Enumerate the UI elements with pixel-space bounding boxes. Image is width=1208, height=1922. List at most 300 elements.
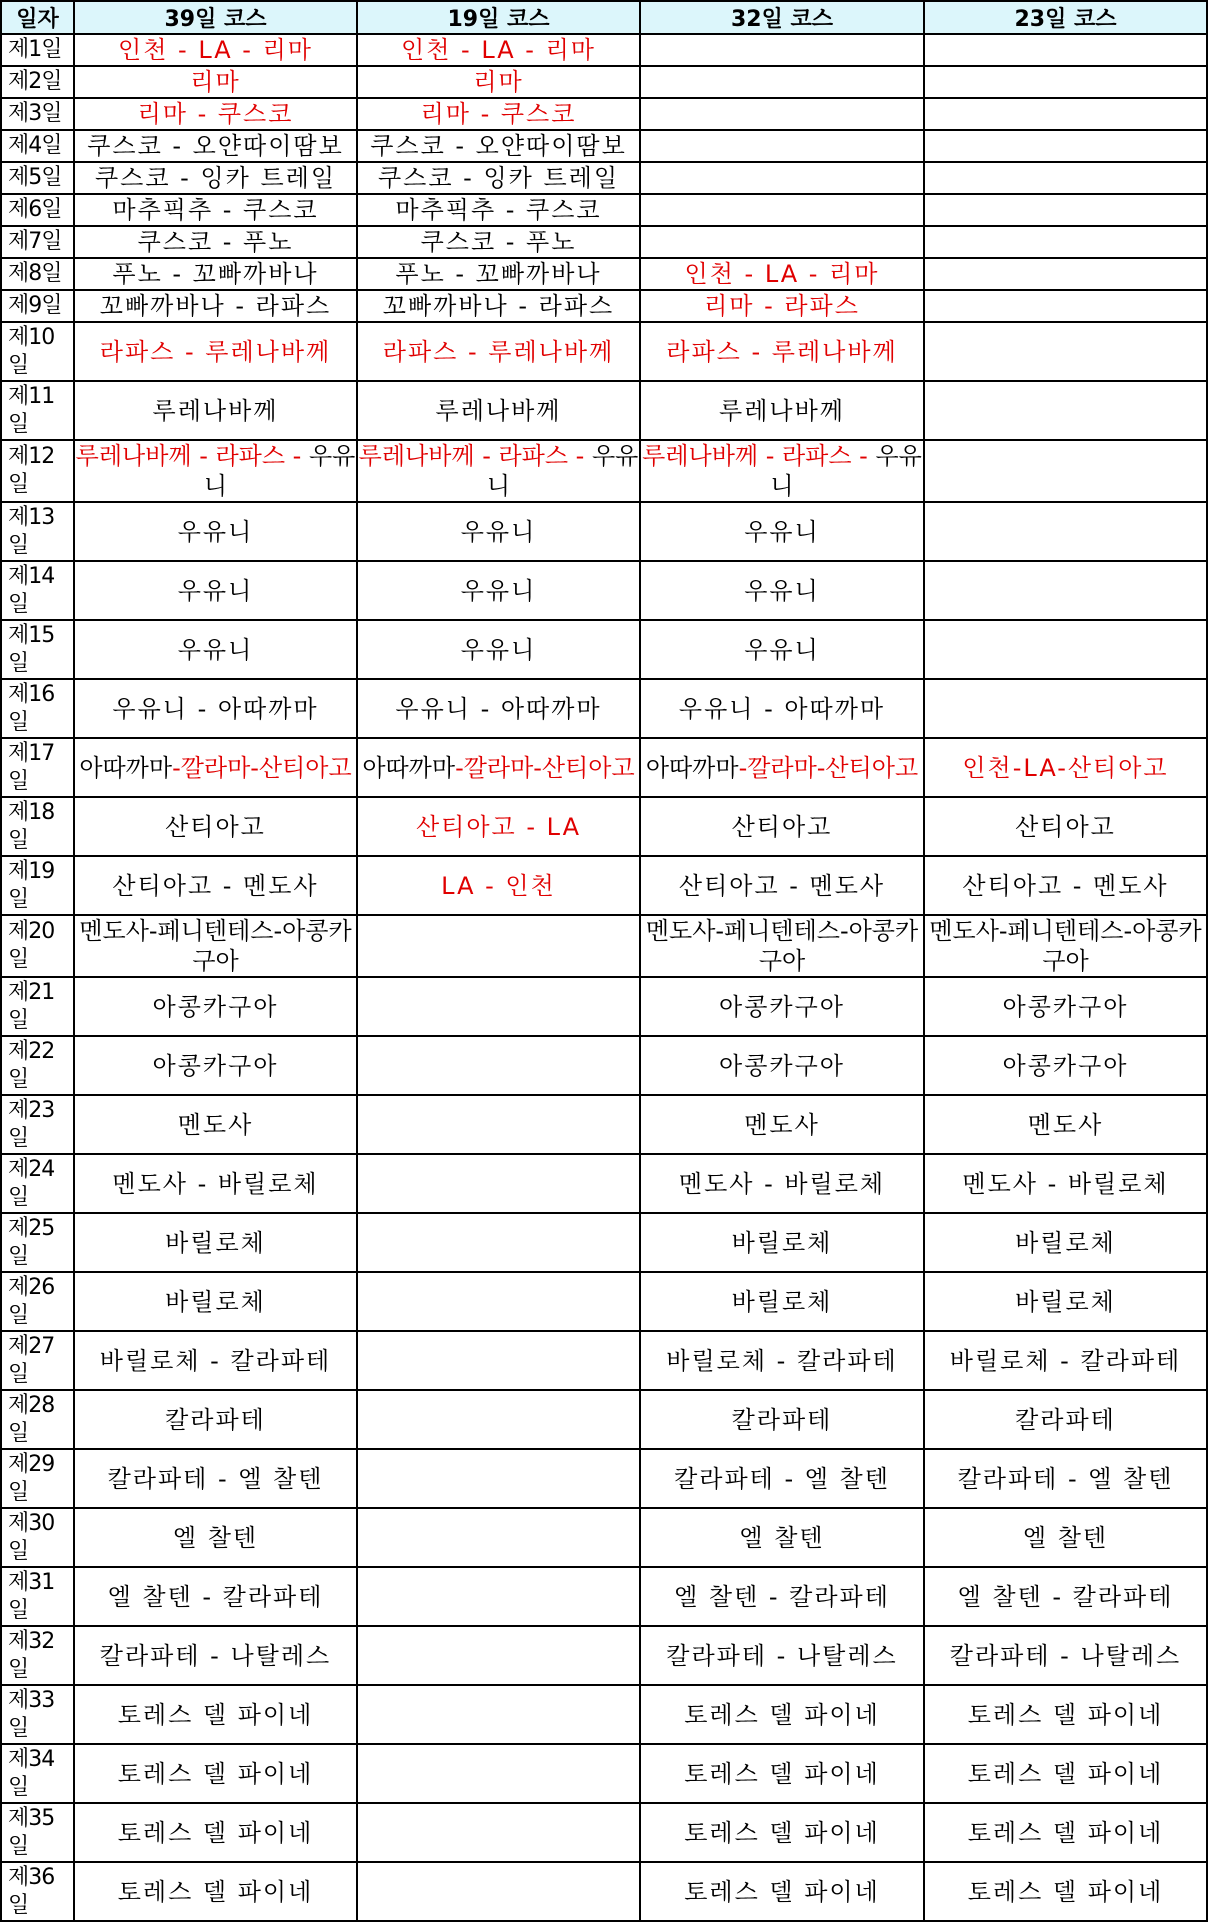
- cell-text: 아콩카구아: [152, 1051, 279, 1080]
- table-row: [1, 1626, 1207, 1685]
- table-row: [1, 290, 1207, 322]
- cell-course-19: [357, 381, 640, 440]
- cell-course-19: [357, 679, 640, 738]
- cell-text: 우유니: [460, 517, 537, 546]
- cell-course-32: [640, 1626, 924, 1685]
- cell-course-39: [74, 381, 357, 440]
- cell-course-23: [924, 440, 1207, 502]
- cell-course-39: [74, 620, 357, 679]
- cell-text: 우유니: [460, 576, 537, 605]
- cell-text: 바릴로체 - 칼라파테: [99, 1346, 332, 1375]
- day-label: 제19일: [1, 856, 74, 915]
- cell-course-39: [74, 797, 357, 856]
- table-row: [1, 1449, 1207, 1508]
- cell-course-23: [924, 1567, 1207, 1626]
- cell-text: 리마: [473, 68, 524, 96]
- cell-text: 루레나바께 - 라파스 -: [75, 442, 309, 470]
- day-label: 제27일: [1, 1331, 74, 1390]
- cell-course-39: [74, 1036, 357, 1095]
- day-label: 제7일: [1, 226, 74, 258]
- cell-course-39: [74, 561, 357, 620]
- cell-text: 리마 - 쿠스코: [420, 100, 577, 128]
- cell-course-32: [640, 1685, 924, 1744]
- cell-course-39: [74, 502, 357, 561]
- table-row: [1, 1508, 1207, 1567]
- day-label: 제15일: [1, 620, 74, 679]
- cell-course-32: [640, 1154, 924, 1213]
- day-label: 제32일: [1, 1626, 74, 1685]
- cell-text: 아따까마: [79, 753, 173, 782]
- cell-course-23: [924, 977, 1207, 1036]
- cell-course-23: [924, 1508, 1207, 1567]
- cell-text: 산티아고: [1015, 812, 1116, 841]
- cell-course-32: [640, 1508, 924, 1567]
- cell-text: 아콩카구아: [152, 992, 279, 1021]
- cell-text: 토레스 델 파이네: [967, 1759, 1164, 1788]
- cell-course-32: [640, 322, 924, 381]
- cell-course-23: [924, 1331, 1207, 1390]
- cell-course-19: [357, 322, 640, 381]
- table-row: [1, 679, 1207, 738]
- cell-course-19: [357, 1095, 640, 1154]
- cell-course-32: [640, 98, 924, 130]
- cell-text: 산티아고 - 멘도사: [112, 871, 319, 900]
- cell-course-39: [74, 1213, 357, 1272]
- cell-course-19: [357, 1744, 640, 1803]
- cell-course-23: [924, 1154, 1207, 1213]
- cell-course-32: [640, 1449, 924, 1508]
- cell-course-19: [357, 1508, 640, 1567]
- cell-text: 바릴로체: [1015, 1228, 1116, 1257]
- cell-course-23: [924, 502, 1207, 561]
- cell-course-23: [924, 1390, 1207, 1449]
- table-row: [1, 440, 1207, 502]
- cell-text: 우유니 - 아따까마: [678, 694, 886, 723]
- cell-course-32: [640, 502, 924, 561]
- cell-course-23: [924, 1744, 1207, 1803]
- cell-text: 우유니: [460, 635, 537, 664]
- cell-text: 멘도사: [744, 1110, 820, 1139]
- cell-course-19: [357, 130, 640, 162]
- day-label: 제21일: [1, 977, 74, 1036]
- cell-text: 리마 - 라파스: [704, 292, 860, 320]
- table-row: [1, 381, 1207, 440]
- cell-text: 우유니: [744, 576, 820, 605]
- cell-text: 루레나바께 - 라파스 -: [358, 442, 592, 470]
- cell-course-23: [924, 1685, 1207, 1744]
- cell-text: 산티아고 - LA: [416, 812, 581, 841]
- cell-text: 쿠스코 - 오얀따이땀보: [370, 132, 627, 160]
- cell-text: 우유니: [177, 635, 254, 664]
- cell-course-23: [924, 1449, 1207, 1508]
- cell-course-19: [357, 1626, 640, 1685]
- cell-course-32: [640, 1567, 924, 1626]
- cell-course-19: [357, 977, 640, 1036]
- cell-course-23: [924, 1626, 1207, 1685]
- cell-text: 엘 찰텐 - 칼라파테: [674, 1582, 890, 1611]
- cell-text: 아콩카구아: [719, 1051, 845, 1080]
- cell-text: 우유니 - 아따까마: [395, 694, 602, 723]
- cell-text: 아따까마: [362, 753, 456, 782]
- cell-course-19: [357, 1154, 640, 1213]
- cell-course-32: [640, 856, 924, 915]
- cell-text: 토레스 델 파이네: [117, 1759, 314, 1788]
- table-row: [1, 1744, 1207, 1803]
- table-row: [1, 1272, 1207, 1331]
- cell-course-19: [357, 1685, 640, 1744]
- day-label: 제22일: [1, 1036, 74, 1095]
- cell-text: 우유니: [177, 576, 254, 605]
- header-course-39: 39일 코스: [74, 1, 357, 34]
- cell-text: LA - 인천: [441, 871, 556, 900]
- cell-course-39: [74, 1331, 357, 1390]
- cell-text: 인천 - LA - 리마: [401, 36, 596, 64]
- cell-text: 쿠스코 - 푸노: [137, 228, 294, 256]
- table-row: [1, 34, 1207, 66]
- cell-text: 토레스 델 파이네: [684, 1818, 880, 1847]
- cell-text: 산티아고 - 멘도사: [962, 871, 1169, 900]
- cell-course-39: [74, 162, 357, 194]
- header-row: [1, 1, 1207, 34]
- cell-text: 바릴로체: [731, 1228, 833, 1257]
- cell-text: 꼬빠까바나 - 라파스: [99, 292, 332, 320]
- cell-course-23: [924, 679, 1207, 738]
- cell-text: 우유니: [744, 517, 820, 546]
- cell-text: 푸노 - 꼬빠까바나: [395, 260, 602, 288]
- cell-course-19: [357, 502, 640, 561]
- cell-course-39: [74, 440, 357, 502]
- cell-text: 바릴로체: [731, 1287, 833, 1316]
- cell-course-32: [640, 1272, 924, 1331]
- table-row: [1, 1803, 1207, 1862]
- cell-course-23: [924, 1862, 1207, 1921]
- cell-course-39: [74, 1154, 357, 1213]
- cell-course-32: [640, 915, 924, 977]
- cell-course-32: [640, 797, 924, 856]
- cell-text: 라파스 - 루레나바께: [666, 337, 898, 366]
- cell-course-23: [924, 130, 1207, 162]
- cell-text: -깔라마-산티아고: [738, 753, 919, 782]
- table-row: [1, 797, 1207, 856]
- cell-course-32: [640, 34, 924, 66]
- cell-course-32: [640, 1036, 924, 1095]
- day-label: 제26일: [1, 1272, 74, 1331]
- table-row: [1, 738, 1207, 797]
- cell-course-32: [640, 1213, 924, 1272]
- cell-text: 루레나바께: [152, 396, 279, 425]
- cell-text: 바릴로체: [165, 1287, 266, 1316]
- day-label: 제14일: [1, 561, 74, 620]
- cell-text: 라파스 - 루레나바께: [382, 337, 615, 366]
- cell-text: 쿠스코 - 오얀따이땀보: [87, 132, 344, 160]
- day-label: 제31일: [1, 1567, 74, 1626]
- cell-course-39: [74, 1272, 357, 1331]
- cell-course-32: [640, 1803, 924, 1862]
- cell-text: 엘 찰텐 - 칼라파테: [107, 1582, 324, 1611]
- cell-text: 멘도사 - 바릴로체: [678, 1169, 886, 1198]
- cell-text: 리마: [190, 68, 241, 96]
- table-row: [1, 130, 1207, 162]
- cell-course-39: [74, 1390, 357, 1449]
- cell-course-23: [924, 1803, 1207, 1862]
- cell-text: 산티아고: [731, 812, 833, 841]
- cell-course-39: [74, 679, 357, 738]
- cell-course-23: [924, 620, 1207, 679]
- cell-course-19: [357, 915, 640, 977]
- cell-text: 우유니: [177, 517, 254, 546]
- cell-course-19: [357, 620, 640, 679]
- cell-course-32: [640, 1390, 924, 1449]
- cell-text: 리마 - 쿠스코: [137, 100, 294, 128]
- day-label: 제29일: [1, 1449, 74, 1508]
- cell-text: 바릴로체: [1015, 1287, 1116, 1316]
- cell-course-32: [640, 290, 924, 322]
- cell-text: 토레스 델 파이네: [967, 1877, 1164, 1906]
- cell-course-39: [74, 977, 357, 1036]
- cell-text: 멘도사: [1027, 1110, 1104, 1139]
- day-label: 제1일: [1, 34, 74, 66]
- day-label: 제24일: [1, 1154, 74, 1213]
- cell-course-23: [924, 1095, 1207, 1154]
- cell-course-39: [74, 1567, 357, 1626]
- cell-text: 마추픽추 - 쿠스코: [395, 196, 602, 224]
- table-row: [1, 1036, 1207, 1095]
- cell-course-32: [640, 1095, 924, 1154]
- cell-course-19: [357, 290, 640, 322]
- cell-text: 토레스 델 파이네: [684, 1759, 880, 1788]
- table-row: [1, 856, 1207, 915]
- cell-course-39: [74, 98, 357, 130]
- cell-text: 엘 찰텐: [739, 1523, 825, 1552]
- cell-text: 바릴로체: [165, 1228, 266, 1257]
- cell-course-32: [640, 1862, 924, 1921]
- cell-course-32: [640, 1331, 924, 1390]
- cell-course-32: [640, 1744, 924, 1803]
- cell-course-32: [640, 679, 924, 738]
- cell-text: 칼라파테: [1015, 1405, 1116, 1434]
- table-row: [1, 561, 1207, 620]
- day-label: 제16일: [1, 679, 74, 738]
- cell-course-39: [74, 1862, 357, 1921]
- day-label: 제30일: [1, 1508, 74, 1567]
- table-row: [1, 98, 1207, 130]
- table-row: [1, 66, 1207, 98]
- cell-text: 엘 찰텐 - 칼라파테: [957, 1582, 1174, 1611]
- cell-course-32: [640, 738, 924, 797]
- cell-course-19: [357, 1331, 640, 1390]
- cell-course-39: [74, 194, 357, 226]
- header-day: 일자: [1, 1, 74, 34]
- cell-course-32: [640, 258, 924, 290]
- cell-text: 엘 찰텐: [172, 1523, 259, 1552]
- day-label: 제6일: [1, 194, 74, 226]
- table-row: [1, 915, 1207, 977]
- cell-course-19: [357, 856, 640, 915]
- cell-course-23: [924, 381, 1207, 440]
- cell-text: 토레스 델 파이네: [684, 1700, 880, 1729]
- cell-course-23: [924, 561, 1207, 620]
- cell-course-32: [640, 440, 924, 502]
- cell-course-39: [74, 1803, 357, 1862]
- cell-course-39: [74, 738, 357, 797]
- cell-text: 인천 - LA - 리마: [684, 260, 880, 288]
- cell-text: 토레스 델 파이네: [967, 1818, 1164, 1847]
- cell-course-19: [357, 1036, 640, 1095]
- cell-course-39: [74, 290, 357, 322]
- cell-course-19: [357, 738, 640, 797]
- cell-text: 칼라파테: [731, 1405, 833, 1434]
- table-row: [1, 1567, 1207, 1626]
- cell-text: 칼라파테 - 나탈레스: [99, 1641, 332, 1670]
- cell-course-39: [74, 1508, 357, 1567]
- cell-text: 토레스 델 파이네: [967, 1700, 1164, 1729]
- cell-course-19: [357, 1567, 640, 1626]
- cell-text: 산티아고: [165, 812, 266, 841]
- cell-text: 우유니: [486, 442, 639, 500]
- cell-course-23: [924, 194, 1207, 226]
- day-label: 제3일: [1, 98, 74, 130]
- cell-course-39: [74, 1744, 357, 1803]
- cell-course-39: [74, 1685, 357, 1744]
- day-label: 제9일: [1, 290, 74, 322]
- cell-text: 멘도사 - 바릴로체: [962, 1169, 1169, 1198]
- itinerary-body: [1, 34, 1207, 1921]
- cell-course-23: [924, 915, 1207, 977]
- cell-text: 쿠스코 - 푸노: [420, 228, 577, 256]
- cell-course-39: [74, 130, 357, 162]
- cell-course-23: [924, 226, 1207, 258]
- cell-course-23: [924, 162, 1207, 194]
- cell-course-32: [640, 561, 924, 620]
- cell-course-39: [74, 856, 357, 915]
- cell-course-39: [74, 226, 357, 258]
- cell-text: 칼라파테 - 나탈레스: [666, 1641, 898, 1670]
- cell-text: 우유니: [770, 442, 922, 500]
- cell-text: 멘도사: [177, 1110, 254, 1139]
- cell-text: 토레스 델 파이네: [117, 1877, 314, 1906]
- table-row: [1, 1685, 1207, 1744]
- cell-course-39: [74, 322, 357, 381]
- cell-course-32: [640, 620, 924, 679]
- cell-course-23: [924, 98, 1207, 130]
- cell-text: 쿠스코 - 잉카 트레일: [94, 164, 337, 192]
- cell-course-19: [357, 1390, 640, 1449]
- cell-text: 쿠스코 - 잉카 트레일: [377, 164, 620, 192]
- day-label: 제5일: [1, 162, 74, 194]
- cell-course-23: [924, 856, 1207, 915]
- cell-course-19: [357, 1862, 640, 1921]
- day-label: 제33일: [1, 1685, 74, 1744]
- table-row: [1, 1213, 1207, 1272]
- cell-text: 루레나바께: [435, 396, 562, 425]
- cell-course-32: [640, 162, 924, 194]
- cell-text: 아콩카구아: [1002, 992, 1129, 1021]
- cell-text: 칼라파테 - 엘 찰텐: [107, 1464, 324, 1493]
- cell-course-23: [924, 258, 1207, 290]
- cell-text: 우유니 - 아따까마: [112, 694, 319, 723]
- cell-text: 칼라파테 - 엘 찰텐: [957, 1464, 1174, 1493]
- day-label: 제18일: [1, 797, 74, 856]
- cell-course-39: [74, 66, 357, 98]
- cell-course-19: [357, 258, 640, 290]
- cell-course-39: [74, 1449, 357, 1508]
- cell-text: 라파스 - 루레나바께: [99, 337, 332, 366]
- cell-text: 인천 - LA - 리마: [118, 36, 313, 64]
- cell-course-19: [357, 1213, 640, 1272]
- day-label: 제25일: [1, 1213, 74, 1272]
- table-row: [1, 1862, 1207, 1921]
- cell-text: 루레나바께 - 라파스 -: [642, 442, 876, 470]
- cell-text: 우유니: [203, 442, 356, 500]
- cell-course-23: [924, 1272, 1207, 1331]
- header-course-32: 32일 코스: [640, 1, 924, 34]
- cell-course-23: [924, 322, 1207, 381]
- cell-course-23: [924, 1213, 1207, 1272]
- cell-course-39: [74, 915, 357, 977]
- day-label: 제4일: [1, 130, 74, 162]
- cell-text: 바릴로체 - 칼라파테: [666, 1346, 898, 1375]
- day-label: 제20일: [1, 915, 74, 977]
- cell-text: 토레스 델 파이네: [684, 1877, 880, 1906]
- cell-text: 루레나바께: [719, 396, 845, 425]
- cell-text: 인천-LA-산티아고: [962, 753, 1169, 782]
- table-row: [1, 162, 1207, 194]
- cell-text: 바릴로체 - 칼라파테: [949, 1346, 1182, 1375]
- cell-course-32: [640, 226, 924, 258]
- cell-course-39: [74, 1626, 357, 1685]
- cell-course-23: [924, 290, 1207, 322]
- day-label: 제13일: [1, 502, 74, 561]
- cell-course-23: [924, 797, 1207, 856]
- cell-text: 산티아고 - 멘도사: [678, 871, 886, 900]
- cell-text: 칼라파테 - 엘 찰텐: [674, 1464, 890, 1493]
- cell-text: 멘도사-페니텐테스-아콩카구아: [929, 917, 1202, 975]
- header-course-23: 23일 코스: [924, 1, 1207, 34]
- cell-text: 아콩카구아: [719, 992, 845, 1021]
- cell-course-19: [357, 797, 640, 856]
- day-label: 제8일: [1, 258, 74, 290]
- cell-course-19: [357, 226, 640, 258]
- table-row: [1, 620, 1207, 679]
- table-row: [1, 1331, 1207, 1390]
- cell-text: 토레스 델 파이네: [117, 1818, 314, 1847]
- cell-text: 멘도사-페니텐테스-아콩카구아: [79, 917, 352, 975]
- day-label: 제34일: [1, 1744, 74, 1803]
- cell-text: -깔라마-산티아고: [172, 753, 352, 782]
- cell-course-19: [357, 162, 640, 194]
- table-row: [1, 977, 1207, 1036]
- day-label: 제12일: [1, 440, 74, 502]
- cell-course-19: [357, 98, 640, 130]
- table-row: [1, 258, 1207, 290]
- cell-course-32: [640, 381, 924, 440]
- cell-text: 마추픽추 - 쿠스코: [112, 196, 319, 224]
- cell-course-23: [924, 66, 1207, 98]
- header-course-19: 19일 코스: [357, 1, 640, 34]
- cell-text: 우유니: [744, 635, 820, 664]
- day-label: 제2일: [1, 66, 74, 98]
- table-row: [1, 194, 1207, 226]
- cell-course-39: [74, 1095, 357, 1154]
- cell-course-19: [357, 194, 640, 226]
- cell-text: 아따까마: [645, 753, 739, 782]
- table-row: [1, 1390, 1207, 1449]
- cell-text: 꼬빠까바나 - 라파스: [382, 292, 615, 320]
- cell-course-32: [640, 194, 924, 226]
- day-label: 제36일: [1, 1862, 74, 1921]
- cell-course-19: [357, 66, 640, 98]
- cell-course-39: [74, 258, 357, 290]
